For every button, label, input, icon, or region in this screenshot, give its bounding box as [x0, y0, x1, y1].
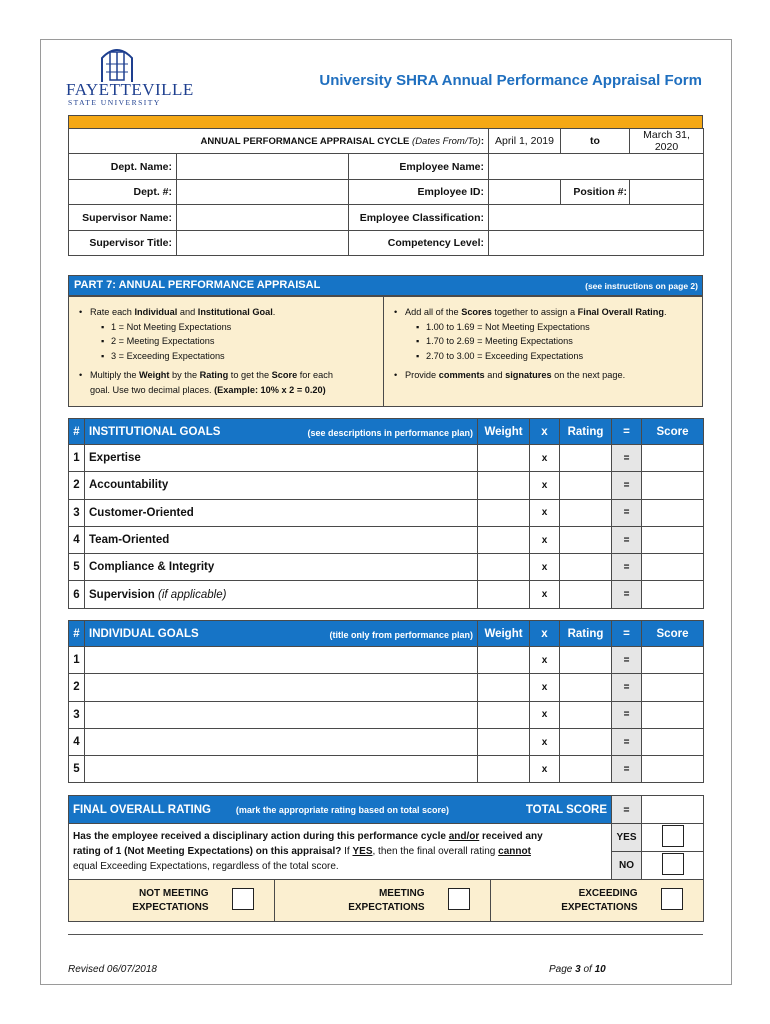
weight-field[interactable]: [478, 674, 530, 701]
institutional-goals-table: [68, 418, 704, 609]
logo-name: FAYETTEVILLE: [66, 80, 194, 99]
cycle-to-field[interactable]: March 31, 2020: [630, 129, 704, 154]
table-row: [69, 756, 704, 783]
exceeding-checkbox-cell: [642, 880, 704, 922]
times-sign: x: [530, 445, 560, 472]
times-header: x: [530, 621, 560, 647]
revision-date: Revised 06/07/2018: [68, 964, 157, 975]
employee-id-field[interactable]: [489, 180, 561, 205]
header-accent-bar: [68, 115, 703, 128]
rating-field[interactable]: [560, 445, 612, 472]
goal-number: 3: [69, 499, 85, 526]
individual-hash-header: #: [69, 621, 85, 647]
times-sign: x: [530, 472, 560, 499]
rating-field[interactable]: [560, 701, 612, 728]
table-row: [69, 554, 704, 581]
meeting-checkbox-cell: [429, 880, 491, 922]
times-sign: x: [530, 756, 560, 783]
supervisor-title-field[interactable]: [177, 231, 349, 256]
dept-number-label: Dept. #:: [69, 180, 177, 205]
rating-field[interactable]: [560, 472, 612, 499]
weight-field[interactable]: [478, 701, 530, 728]
weight-field[interactable]: [478, 472, 530, 499]
goal-title-field[interactable]: [85, 647, 478, 674]
total-score-field[interactable]: [642, 796, 704, 824]
competency-level-field[interactable]: [489, 231, 704, 256]
page-number: Page 3 of 10: [549, 964, 606, 975]
times-sign: x: [530, 526, 560, 553]
score-field[interactable]: [642, 581, 704, 608]
competency-level-label: Competency Level:: [349, 231, 489, 256]
equals-sign: =: [612, 472, 642, 499]
weight-field[interactable]: [478, 499, 530, 526]
equals-sign: =: [612, 647, 642, 674]
goal-title-field[interactable]: [85, 701, 478, 728]
employee-id-label: Employee ID:: [349, 180, 489, 205]
logo-subtitle: STATE UNIVERSITY: [68, 98, 161, 107]
dept-name-field[interactable]: [177, 154, 349, 180]
equals-sign: =: [612, 526, 642, 553]
rating-field[interactable]: [560, 526, 612, 553]
no-label: NO: [612, 852, 642, 880]
score-field[interactable]: [642, 728, 704, 755]
instruction-add: • Add all of the Scores together to assign a Final Overall Rating.: [392, 305, 694, 320]
times-sign: x: [530, 728, 560, 755]
instructions-right: [384, 297, 704, 406]
goal-name: Accountability: [85, 472, 478, 499]
score-field[interactable]: [642, 554, 704, 581]
not-meeting-checkbox[interactable]: [232, 888, 254, 910]
score-field[interactable]: [642, 674, 704, 701]
instruction-multiply: • Multiply the Weight by the Rating to get the Score for each goal. Use two decimal places. (Example: 10% x 2 = 0.20): [77, 368, 373, 397]
rating-scale-2: ▪ 2 = Meeting Expectations: [77, 334, 373, 349]
goal-name: Expertise: [85, 445, 478, 472]
times-sign: x: [530, 647, 560, 674]
final-rating-options: [68, 879, 704, 922]
individual-goals-table: [68, 620, 704, 783]
goal-number: 1: [69, 445, 85, 472]
goal-number: 5: [69, 554, 85, 581]
score-field[interactable]: [642, 472, 704, 499]
employee-info-table: [68, 128, 704, 256]
institutional-hash-header: #: [69, 419, 85, 445]
table-row: [69, 647, 704, 674]
score-field[interactable]: [642, 701, 704, 728]
yes-checkbox[interactable]: [662, 825, 684, 847]
score-header: Score: [642, 621, 704, 647]
supervisor-name-field[interactable]: [177, 205, 349, 231]
not-meeting-checkbox-cell: [213, 880, 275, 922]
goal-name: Supervision (if applicable): [85, 581, 478, 608]
times-header: x: [530, 419, 560, 445]
yes-label: YES: [612, 824, 642, 852]
instruction-provide: • Provide comments and signatures on the next page.: [392, 368, 694, 383]
table-row: [69, 701, 704, 728]
times-sign: x: [530, 581, 560, 608]
equals-header: =: [612, 621, 642, 647]
weight-field[interactable]: [478, 728, 530, 755]
equals-sign: =: [612, 554, 642, 581]
supervisor-name-label: Supervisor Name:: [69, 205, 177, 231]
weight-field[interactable]: [478, 756, 530, 783]
employee-name-label: Employee Name:: [349, 154, 489, 180]
rating-field[interactable]: [560, 581, 612, 608]
score-field[interactable]: [642, 499, 704, 526]
times-sign: x: [530, 554, 560, 581]
meeting-checkbox[interactable]: [448, 888, 470, 910]
exceeding-label: EXCEEDING EXPECTATIONS: [491, 880, 642, 922]
rating-header: Rating: [560, 621, 612, 647]
goal-number: 2: [69, 472, 85, 499]
equals-sign: =: [612, 674, 642, 701]
part7-note: (see instructions on page 2): [585, 281, 698, 291]
institutional-title-header: INSTITUTIONAL GOALS (see descriptions in performance plan): [85, 419, 478, 445]
not-meeting-label: NOT MEETING EXPECTATIONS: [69, 880, 213, 922]
exceeding-checkbox[interactable]: [661, 888, 683, 910]
goal-title-field[interactable]: [85, 756, 478, 783]
form-title: University SHRA Annual Performance Appraisal Form: [319, 72, 702, 89]
individual-title-header: INDIVIDUAL GOALS (title only from performance plan): [85, 621, 478, 647]
table-row: [69, 581, 704, 608]
rating-scale-3: ▪ 3 = Exceeding Expectations: [77, 349, 373, 364]
position-number-label: Position #:: [561, 180, 630, 205]
equals-sign: =: [612, 728, 642, 755]
rating-scale-1: ▪ 1 = Not Meeting Expectations: [77, 320, 373, 335]
score-field[interactable]: [642, 756, 704, 783]
cycle-from-field[interactable]: April 1, 2019: [489, 129, 561, 154]
cycle-label: ANNUAL PERFORMANCE APPRAISAL CYCLE (Dates From/To):: [69, 129, 489, 154]
university-seal-icon: [98, 44, 136, 84]
goal-number: 1: [69, 647, 85, 674]
position-number-field[interactable]: [630, 180, 704, 205]
dept-name-label: Dept. Name:: [69, 154, 177, 180]
disciplinary-question: Has the employee received a disciplinary action during this performance cycle and/or received any rating of 1 (Not Meeting Expectations) on this appraisal? If YES, then the final overall rating cannot equal Exceeding Expectations, regardless of the total score.: [69, 824, 612, 880]
score-field[interactable]: [642, 526, 704, 553]
score-range-2: ▪ 1.70 to 2.69 = Meeting Expectations: [392, 334, 694, 349]
goal-number: 5: [69, 756, 85, 783]
goal-number: 4: [69, 526, 85, 553]
supervisor-title-label: Supervisor Title:: [69, 231, 177, 256]
rating-field[interactable]: [560, 499, 612, 526]
goal-title-field[interactable]: [85, 674, 478, 701]
weight-header: Weight: [478, 621, 530, 647]
score-field[interactable]: [642, 647, 704, 674]
weight-field[interactable]: [478, 554, 530, 581]
equals-header: =: [612, 419, 642, 445]
final-rating-table: [68, 795, 704, 880]
rating-field[interactable]: [560, 554, 612, 581]
goal-title-field[interactable]: [85, 728, 478, 755]
weight-header: Weight: [478, 419, 530, 445]
instruction-rate: • Rate each Individual and Institutional Goal.: [77, 305, 373, 320]
table-row: [69, 499, 704, 526]
weight-field[interactable]: [478, 526, 530, 553]
score-range-1: ▪ 1.00 to 1.69 = Not Meeting Expectations: [392, 320, 694, 335]
score-header: Score: [642, 419, 704, 445]
weight-field[interactable]: [478, 445, 530, 472]
dept-number-field[interactable]: [177, 180, 349, 205]
final-rating-header: FINAL OVERALL RATING (mark the appropriate rating based on total score) TOTAL SCORE: [69, 796, 612, 824]
employee-classification-label: Employee Classification:: [349, 205, 489, 231]
goal-number: 2: [69, 674, 85, 701]
goal-number: 6: [69, 581, 85, 608]
rating-field[interactable]: [560, 756, 612, 783]
cycle-to-label: to: [561, 129, 630, 154]
goal-name: Customer-Oriented: [85, 499, 478, 526]
table-row: [69, 674, 704, 701]
goal-name: Team-Oriented: [85, 526, 478, 553]
footer-divider: [68, 934, 703, 935]
meeting-label: MEETING EXPECTATIONS: [275, 880, 429, 922]
rating-field[interactable]: [560, 647, 612, 674]
score-field[interactable]: [642, 445, 704, 472]
part7-header: [68, 275, 703, 296]
goal-name: Compliance & Integrity: [85, 554, 478, 581]
equals-sign: =: [612, 581, 642, 608]
times-sign: x: [530, 499, 560, 526]
times-sign: x: [530, 674, 560, 701]
no-checkbox-cell: [642, 852, 704, 880]
total-equals-sign: =: [612, 796, 642, 824]
goal-number: 3: [69, 701, 85, 728]
rating-header: Rating: [560, 419, 612, 445]
times-sign: x: [530, 701, 560, 728]
part7-title: PART 7: ANNUAL PERFORMANCE APPRAISAL: [74, 279, 321, 291]
score-range-3: ▪ 2.70 to 3.00 = Exceeding Expectations: [392, 349, 694, 364]
employee-name-field[interactable]: [489, 154, 704, 180]
table-row: [69, 526, 704, 553]
employee-classification-field[interactable]: [489, 205, 704, 231]
weight-field[interactable]: [478, 647, 530, 674]
goal-number: 4: [69, 728, 85, 755]
equals-sign: =: [612, 445, 642, 472]
instructions-box: [68, 296, 703, 407]
equals-sign: =: [612, 701, 642, 728]
equals-sign: =: [612, 756, 642, 783]
rating-field[interactable]: [560, 728, 612, 755]
instructions-left: [69, 297, 384, 406]
no-checkbox[interactable]: [662, 853, 684, 875]
table-row: [69, 728, 704, 755]
yes-checkbox-cell: [642, 824, 704, 852]
equals-sign: =: [612, 499, 642, 526]
rating-field[interactable]: [560, 674, 612, 701]
table-row: [69, 445, 704, 472]
weight-field[interactable]: [478, 581, 530, 608]
table-row: [69, 472, 704, 499]
